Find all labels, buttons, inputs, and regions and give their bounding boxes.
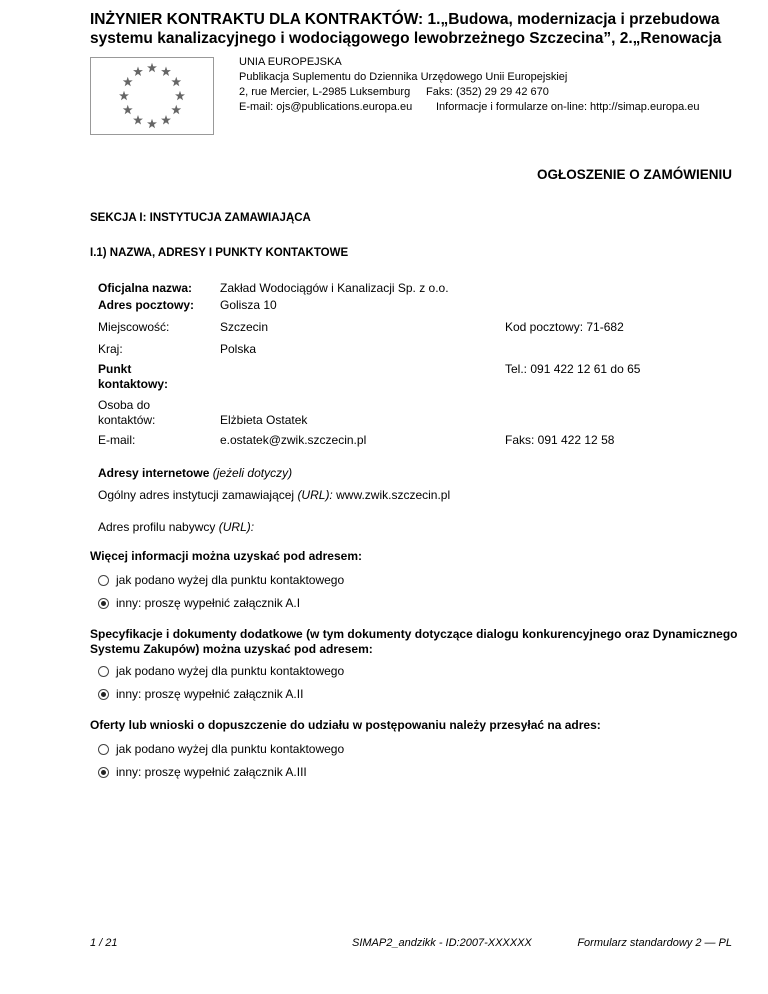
option-label: inny: proszę wypełnić załącznik A.I xyxy=(116,596,301,610)
email-value: e.ostatek@zwik.szczecin.pl xyxy=(220,433,367,447)
option-offers-same[interactable] xyxy=(98,742,344,756)
option-label: inny: proszę wypełnić załącznik A.II xyxy=(116,687,304,701)
radio-checked-icon[interactable] xyxy=(98,767,109,778)
general-address-url: www.zwik.szczecin.pl xyxy=(336,488,451,502)
document-id: SIMAP2_andzikk - ID:2007-XXXXXX xyxy=(352,937,532,949)
general-address-row xyxy=(98,488,450,502)
star-icon xyxy=(147,63,157,72)
option-specifications-other[interactable] xyxy=(98,687,303,701)
official-name-value: Zakład Wodociągów i Kanalizacji Sp. z o.o. xyxy=(220,281,449,295)
contact-person-value: Elżbieta Ostatek xyxy=(220,413,308,427)
general-address-url-note: (URL): xyxy=(297,488,333,502)
section-subtitle: I.1) NAZWA, ADRESY I PUNKTY KONTAKTOWE xyxy=(90,247,349,259)
contact-point-label-line2: kontaktowy: xyxy=(98,377,169,391)
eu-stars-icon xyxy=(91,58,213,134)
option-label: jak podano wyżej dla punktu kontaktowego xyxy=(116,664,345,678)
eu-flag-logo xyxy=(90,57,214,135)
option-more-info-other[interactable] xyxy=(98,596,300,610)
fax-value: Faks: 091 422 12 58 xyxy=(505,433,615,447)
city-label: Miejscowość: xyxy=(98,320,170,334)
city-value: Szczecin xyxy=(220,320,269,334)
option-offers-other[interactable] xyxy=(98,765,307,779)
postal-address-label: Adres pocztowy: xyxy=(98,298,195,312)
internet-heading-label: Adresy internetowe xyxy=(98,466,210,480)
star-icon xyxy=(171,105,181,114)
contact-person-label xyxy=(98,398,155,428)
question-offers-address: Oferty lub wnioski o dopuszczenie do udziału w postępowaniu należy przesyłać na adres: xyxy=(90,718,601,732)
contact-person-label-line2: kontaktów: xyxy=(98,413,156,427)
option-specifications-same[interactable] xyxy=(98,664,344,678)
buyer-profile-url-note: (URL): xyxy=(218,520,255,534)
radio-icon[interactable] xyxy=(98,744,109,755)
radio-icon[interactable] xyxy=(98,575,109,586)
publisher-email: E-mail: ojs@publications.europa.eu xyxy=(239,101,413,113)
section-title: SEKCJA I: INSTYTUCJA ZAMAWIAJĄCA xyxy=(90,212,311,224)
star-icon xyxy=(161,115,171,124)
radio-checked-icon[interactable] xyxy=(98,689,109,700)
buyer-profile-row xyxy=(98,520,254,534)
radio-icon[interactable] xyxy=(98,666,109,677)
option-label: jak podano wyżej dla punktu kontaktowego xyxy=(116,742,345,756)
country-value: Polska xyxy=(220,342,257,356)
document-header-title: INŻYNIER KONTRAKTU DLA KONTRAKTÓW: 1.„Budowa, modernizacja i przebudowa systemu kanalizacyjnego i wodociągowego lewobrzeżnego Szczecina”, 2.„Renowacja xyxy=(90,11,722,47)
official-name-label: Oficjalna nazwa: xyxy=(98,281,193,295)
star-icon xyxy=(175,91,185,100)
tel-value: Tel.: 091 422 12 61 do 65 xyxy=(505,362,641,376)
form-name: Formularz standardowy 2 — PL xyxy=(577,937,732,949)
internet-addresses-heading xyxy=(98,466,292,480)
contact-person-label-line1: Osoba do xyxy=(98,398,151,412)
question-specifications: Specyfikacje i dokumenty dodatkowe (w tym dokumenty dotyczące dialogu konkurencyjnego oraz Dynamicznego Systemu Zakupów) można uzyskać pod adresem: xyxy=(90,627,738,656)
question-more-info: Więcej informacji można uzyskać pod adresem: xyxy=(90,549,362,563)
general-address-label: Ogólny adres instytucji zamawiającej xyxy=(98,488,295,502)
star-icon xyxy=(161,67,171,76)
publisher-info: Informacje i formularze on-line: http://simap.europa.eu xyxy=(436,101,700,113)
star-icon xyxy=(171,77,181,86)
publisher-org: UNIA EUROPEJSKA xyxy=(239,56,342,68)
option-label: jak podano wyżej dla punktu kontaktowego xyxy=(116,573,345,587)
star-icon xyxy=(123,77,133,86)
star-icon xyxy=(133,67,143,76)
option-label: inny: proszę wypełnić załącznik A.III xyxy=(116,765,307,779)
postcode-value: Kod pocztowy: 71-682 xyxy=(505,320,624,334)
postal-address-value: Golisza 10 xyxy=(220,298,277,312)
page-number: 1 / 21 xyxy=(90,937,118,949)
radio-checked-icon[interactable] xyxy=(98,598,109,609)
star-icon xyxy=(123,105,133,114)
publisher-line: Publikacja Suplementu do Dziennika Urzędowego Unii Europejskiej xyxy=(239,71,568,83)
star-icon xyxy=(133,115,143,124)
contact-point-label xyxy=(98,362,168,392)
star-icon xyxy=(119,91,129,100)
email-label: E-mail: xyxy=(98,433,136,447)
country-label: Kraj: xyxy=(98,342,123,356)
contact-point-label-line1: Punkt xyxy=(98,362,132,376)
buyer-profile-label: Adres profilu nabywcy xyxy=(98,520,216,534)
internet-heading-note: (jeżeli dotyczy) xyxy=(212,466,293,480)
document-title: OGŁOSZENIE O ZAMÓWIENIU xyxy=(537,167,732,182)
star-icon xyxy=(147,119,157,128)
publisher-fax: Faks: (352) 29 29 42 670 xyxy=(426,86,549,98)
option-more-info-same[interactable] xyxy=(98,573,344,587)
publisher-address: 2, rue Mercier, L-2985 Luksemburg xyxy=(239,86,411,98)
